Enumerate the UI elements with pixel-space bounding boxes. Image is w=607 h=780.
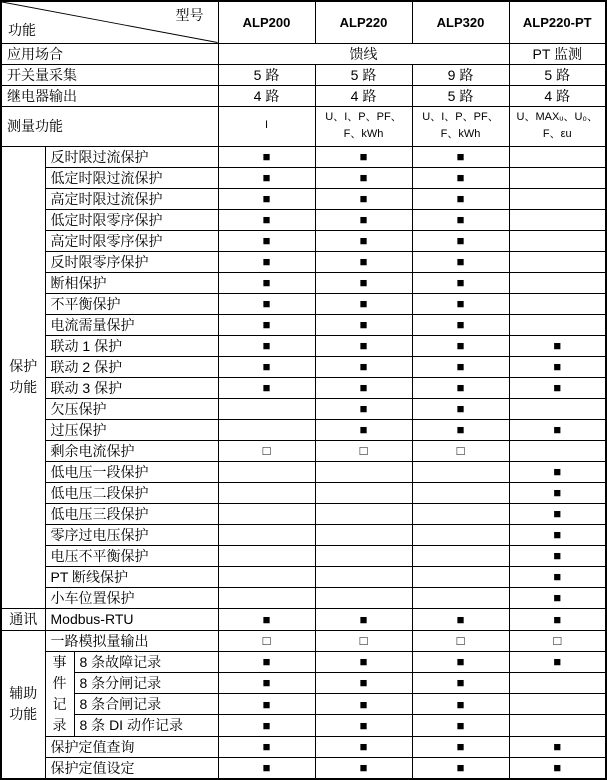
spec-value: 5 路: [412, 85, 509, 106]
mark-cell: ■: [509, 736, 606, 757]
mark-cell: ■: [412, 272, 509, 293]
mark-cell: □: [412, 440, 509, 461]
mark-cell: ■: [315, 757, 412, 779]
spec-value: 4 路: [509, 85, 606, 106]
mark-cell: ■: [315, 608, 412, 630]
table-row: [1, 377, 606, 398]
mark-cell: ■: [218, 694, 315, 715]
header-row: [1, 1, 606, 43]
feature-label: 低电压三段保护: [45, 503, 218, 524]
mark-cell: [412, 587, 509, 608]
table-row: [1, 461, 606, 482]
feature-label: 低电压二段保护: [45, 482, 218, 503]
table-row: [1, 146, 606, 167]
mark-cell: [412, 566, 509, 587]
table-row: [1, 293, 606, 314]
feature-label: 断相保护: [45, 272, 218, 293]
mark-cell: ■: [509, 335, 606, 356]
feature-label: 反时限过流保护: [45, 146, 218, 167]
feature-label: 剩余电流保护: [45, 440, 218, 461]
feature-label: 欠压保护: [45, 398, 218, 419]
mark-cell: ■: [412, 419, 509, 440]
feature-label: 联动 3 保护: [45, 377, 218, 398]
corner-function-label: 功能: [8, 21, 36, 38]
mark-cell: [509, 188, 606, 209]
mark-cell: [412, 524, 509, 545]
feature-label: 联动 1 保护: [45, 335, 218, 356]
mark-cell: ■: [218, 146, 315, 167]
mark-cell: ■: [315, 377, 412, 398]
mark-cell: ■: [509, 377, 606, 398]
table-row: [1, 209, 606, 230]
mark-cell: [315, 587, 412, 608]
table-row: [1, 314, 606, 335]
spec-value: 5 路: [218, 64, 315, 85]
spec-value: 5 路: [509, 64, 606, 85]
mark-cell: ■: [218, 167, 315, 188]
mark-cell: ■: [218, 757, 315, 779]
mark-cell: ■: [509, 524, 606, 545]
spec-row: [1, 85, 606, 106]
mark-cell: ■: [412, 672, 509, 693]
feature-label: 8 条合闸记录: [74, 694, 218, 715]
spec-value: 5 路: [315, 64, 412, 85]
feature-label: 过压保护: [45, 419, 218, 440]
feature-label: 保护定值设定: [45, 757, 218, 779]
mark-cell: [315, 503, 412, 524]
mark-cell: ■: [509, 566, 606, 587]
spec-value: 馈线: [218, 43, 509, 64]
table-row: [1, 440, 606, 461]
table-row: [1, 251, 606, 272]
corner-cell: [1, 1, 218, 43]
mark-cell: ■: [412, 293, 509, 314]
mark-cell: ■: [315, 736, 412, 757]
group-label: 通讯: [1, 608, 45, 630]
mark-cell: ■: [509, 419, 606, 440]
spec-row: [1, 64, 606, 85]
mark-cell: ■: [412, 356, 509, 377]
mark-cell: [509, 167, 606, 188]
table-row: [1, 736, 606, 757]
feature-label: 高定时限零序保护: [45, 230, 218, 251]
feature-label: 保护定值查询: [45, 736, 218, 757]
feature-label: 小车位置保护: [45, 587, 218, 608]
mark-cell: ■: [218, 272, 315, 293]
spec-value: 9 路: [412, 64, 509, 85]
mark-cell: ■: [412, 651, 509, 672]
mark-cell: ■: [509, 482, 606, 503]
mark-cell: ■: [315, 167, 412, 188]
mark-cell: ■: [412, 694, 509, 715]
mark-cell: ■: [218, 377, 315, 398]
mark-cell: ■: [315, 715, 412, 736]
mark-cell: [218, 566, 315, 587]
mark-cell: ■: [509, 545, 606, 566]
mark-cell: ■: [412, 314, 509, 335]
mark-cell: [315, 524, 412, 545]
mark-cell: ■: [315, 419, 412, 440]
mark-cell: ■: [315, 672, 412, 693]
feature-label: 8 条故障记录: [74, 651, 218, 672]
mark-cell: ■: [218, 736, 315, 757]
mark-cell: ■: [412, 230, 509, 251]
feature-label: 8 条 DI 动作记录: [74, 715, 218, 736]
mark-cell: ■: [412, 736, 509, 757]
model-header-alp220-pt: ALP220-PT: [509, 1, 606, 43]
table-row: [1, 335, 606, 356]
mark-cell: ■: [412, 188, 509, 209]
model-header-alp220: ALP220: [315, 1, 412, 43]
table-row: [1, 608, 606, 630]
mark-cell: ■: [412, 715, 509, 736]
table-row: [1, 503, 606, 524]
mark-cell: ■: [218, 251, 315, 272]
mark-cell: ■: [412, 398, 509, 419]
mark-cell: ■: [509, 608, 606, 630]
table-row: [1, 630, 606, 651]
table-row: [1, 272, 606, 293]
mark-cell: ■: [509, 503, 606, 524]
mark-cell: [509, 440, 606, 461]
mark-cell: [509, 272, 606, 293]
mark-cell: ■: [509, 651, 606, 672]
mark-cell: ■: [218, 715, 315, 736]
spec-value: U、I、P、PF、F、kWh: [412, 106, 509, 146]
mark-cell: ■: [315, 209, 412, 230]
spec-row: [1, 43, 606, 64]
feature-label: PT 断线保护: [45, 566, 218, 587]
mark-cell: [509, 398, 606, 419]
mark-cell: [315, 482, 412, 503]
mark-cell: ■: [315, 272, 412, 293]
mark-cell: [509, 209, 606, 230]
feature-label: 零序过电压保护: [45, 524, 218, 545]
mark-cell: [509, 672, 606, 693]
group-label: 辅助功能: [1, 630, 45, 779]
mark-cell: [218, 545, 315, 566]
feature-label: 反时限零序保护: [45, 251, 218, 272]
model-header-alp320: ALP320: [412, 1, 509, 43]
mark-cell: [218, 503, 315, 524]
mark-cell: ■: [218, 188, 315, 209]
feature-label: 联动 2 保护: [45, 356, 218, 377]
mark-cell: ■: [509, 587, 606, 608]
table-row: [1, 188, 606, 209]
mark-cell: ■: [412, 146, 509, 167]
corner-model-label: 型号: [175, 7, 204, 23]
mark-cell: [412, 461, 509, 482]
table-row: [1, 482, 606, 503]
mark-cell: [412, 482, 509, 503]
mark-cell: ■: [218, 672, 315, 693]
mark-cell: ■: [412, 167, 509, 188]
table-row: [1, 419, 606, 440]
spec-value: 4 路: [315, 85, 412, 106]
table-row: [1, 651, 606, 672]
mark-cell: [218, 482, 315, 503]
mark-cell: [509, 230, 606, 251]
mark-cell: ■: [412, 757, 509, 779]
table-row: [1, 545, 606, 566]
mark-cell: ■: [315, 651, 412, 672]
spec-value: 4 路: [218, 85, 315, 106]
mark-cell: [218, 419, 315, 440]
table-row: [1, 566, 606, 587]
table-row: [1, 356, 606, 377]
mark-cell: ■: [218, 335, 315, 356]
mark-cell: ■: [315, 293, 412, 314]
feature-label: 一路模拟量输出: [45, 630, 218, 651]
mark-cell: ■: [412, 377, 509, 398]
mark-cell: [315, 566, 412, 587]
mark-cell: ■: [509, 356, 606, 377]
mark-cell: □: [218, 440, 315, 461]
mark-cell: ■: [315, 694, 412, 715]
feature-label: 不平衡保护: [45, 293, 218, 314]
mark-cell: ■: [509, 461, 606, 482]
mark-cell: [218, 461, 315, 482]
mark-cell: [412, 503, 509, 524]
mark-cell: □: [315, 440, 412, 461]
feature-label: 电流需量保护: [45, 314, 218, 335]
table-row: [1, 230, 606, 251]
mark-cell: ■: [509, 757, 606, 779]
mark-cell: [509, 715, 606, 736]
mark-cell: ■: [315, 335, 412, 356]
mark-cell: [509, 293, 606, 314]
mark-cell: ■: [315, 251, 412, 272]
mark-cell: ■: [218, 230, 315, 251]
mark-cell: □: [218, 630, 315, 651]
spec-label: 测量功能: [1, 106, 218, 146]
group-label: 保护功能: [1, 146, 45, 608]
mark-cell: ■: [412, 335, 509, 356]
feature-label: 电压不平衡保护: [45, 545, 218, 566]
mark-cell: ■: [315, 356, 412, 377]
mark-cell: [509, 694, 606, 715]
spec-value: I: [218, 106, 315, 146]
spec-value: PT 监测: [509, 43, 606, 64]
table-row: [1, 757, 606, 779]
mark-cell: ■: [218, 293, 315, 314]
table-row: [1, 587, 606, 608]
spec-value: U、MAXᵤ、U₀、F、εu: [509, 106, 606, 146]
feature-label: 高定时限过流保护: [45, 188, 218, 209]
mark-cell: □: [412, 630, 509, 651]
mark-cell: ■: [315, 188, 412, 209]
model-header-alp200: ALP200: [218, 1, 315, 43]
mark-cell: ■: [412, 209, 509, 230]
mark-cell: ■: [218, 209, 315, 230]
mark-cell: ■: [315, 398, 412, 419]
spec-row: [1, 106, 606, 146]
mark-cell: ■: [315, 314, 412, 335]
mark-cell: □: [509, 630, 606, 651]
spec-label: 开关量采集: [1, 64, 218, 85]
mark-cell: [315, 461, 412, 482]
mark-cell: [218, 524, 315, 545]
table-row: [1, 715, 606, 736]
table-row: [1, 694, 606, 715]
mark-cell: □: [315, 630, 412, 651]
mark-cell: [509, 146, 606, 167]
mark-cell: [509, 251, 606, 272]
feature-label: 低电压一段保护: [45, 461, 218, 482]
table-row: [1, 398, 606, 419]
mark-cell: [218, 587, 315, 608]
mark-cell: ■: [412, 251, 509, 272]
spec-value: U、I、P、PF、F、kWh: [315, 106, 412, 146]
table-row: [1, 524, 606, 545]
mark-cell: [315, 545, 412, 566]
feature-label: Modbus-RTU: [45, 608, 218, 630]
table-row: [1, 672, 606, 693]
spec-label: 继电器输出: [1, 85, 218, 106]
mark-cell: [412, 545, 509, 566]
mark-cell: ■: [218, 314, 315, 335]
mark-cell: [509, 314, 606, 335]
mark-cell: ■: [218, 356, 315, 377]
mark-cell: ■: [412, 608, 509, 630]
mark-cell: [218, 398, 315, 419]
table-row: [1, 167, 606, 188]
mark-cell: ■: [218, 651, 315, 672]
subgroup-label: 事件记录: [45, 651, 74, 736]
mark-cell: ■: [315, 146, 412, 167]
feature-label: 低定时限过流保护: [45, 167, 218, 188]
feature-label: 低定时限零序保护: [45, 209, 218, 230]
feature-label: 8 条分闸记录: [74, 672, 218, 693]
spec-label: 应用场合: [1, 43, 218, 64]
mark-cell: ■: [218, 608, 315, 630]
mark-cell: ■: [315, 230, 412, 251]
